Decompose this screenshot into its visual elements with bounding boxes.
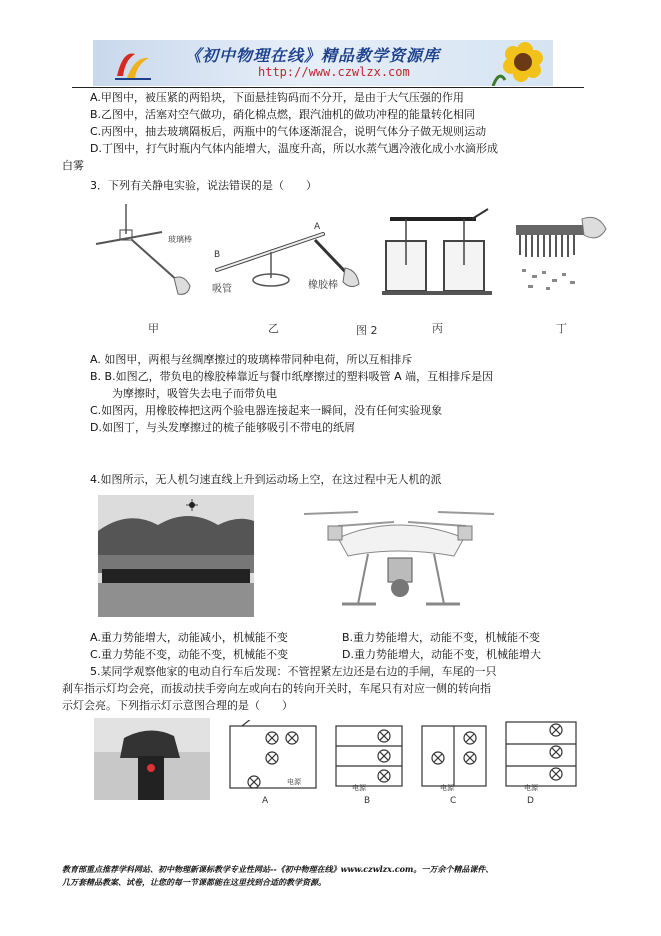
figure-jia [92, 200, 202, 310]
label-A: A [314, 222, 321, 232]
banner-url: http://www.czwlzx.com [258, 65, 410, 79]
figure-bing [380, 205, 495, 300]
site-logo-icon [113, 46, 153, 82]
figure-ding [510, 205, 610, 300]
q4-option-d: D.重力势能增大，动能不变，机械能增大 [342, 648, 541, 661]
circuit-d-power: 电源 [524, 784, 538, 792]
q4-option-c: C.重力势能不变，动能不变，机械能不变 [90, 648, 289, 661]
q5-line2: 刹车指示灯均会亮，而拔动扶手旁向左或向右的转向开关时，车尾只有对应一侧的转向指 [62, 682, 491, 695]
label-glass-rod: 玻璃棒 [168, 235, 192, 244]
circuit-d [500, 716, 582, 796]
q3-option-a: A. 如图甲，两根与丝绸摩擦过的玻璃棒带同种电荷，所以互相排斥 [90, 353, 413, 366]
circuit-a-label: A [262, 796, 269, 806]
banner-title: 《初中物理在线》精品教学资源库 [185, 46, 441, 65]
circuit-d-label: D [527, 796, 534, 806]
q2-option-b: B.乙图中，活塞对空气做功，硝化棉点燃，跟汽油机的做功冲程的能量转化相同 [90, 108, 476, 121]
caption-yi: 乙 [268, 322, 279, 335]
q3-option-c: C.如图丙，用橡胶棒把这两个验电器连接起来一瞬间，没有任何实验现象 [90, 404, 443, 417]
q2-option-a: A.甲图中，被压紧的两铅块，下面悬挂钩码而不分开，是由于大气压强的作用 [90, 91, 464, 104]
q4-option-b: B.重力势能增大，动能不变，机械能不变 [342, 631, 541, 644]
caption-ding: 丁 [556, 322, 567, 335]
label-B: B [214, 250, 221, 260]
circuit-c [416, 720, 492, 796]
footer-line2: 几万套精品教案、试卷，让您的每一节课都能在这里找到合适的教学资源。 [62, 877, 326, 887]
q4-stem: 4.如图所示，无人机匀速直线上升到运动场上空，在这过程中无人机的派 [90, 473, 442, 486]
label-rubber-rod: 橡胶棒 [308, 280, 338, 291]
circuit-a-power: 电源 [287, 778, 301, 786]
circuit-b-label: B [364, 796, 371, 806]
q3-option-b-line2: 为摩擦时，吸管失去电子而带负电 [112, 387, 277, 400]
caption-figure-2: 图 2 [356, 324, 378, 337]
sunflower-icon [485, 40, 547, 86]
q2-option-d-line2: 白雾 [62, 159, 84, 172]
stadium-photo [98, 495, 254, 617]
label-straw: 吸管 [212, 284, 232, 295]
header-banner [93, 40, 553, 86]
drone-photo [298, 492, 498, 620]
circuit-b-power: 电源 [352, 784, 366, 792]
q2-option-c: C.丙图中，抽去玻璃隔板后，两瓶中的气体逐渐混合，说明气体分子做无规则运动 [90, 125, 487, 138]
q3-stem: 3．下列有关静电实验，说法错误的是（ ） [90, 179, 317, 192]
circuit-b [330, 720, 408, 796]
footer-line1: 教育部重点推荐学科网站、初中物理新课标教学专业性网站--《初中物理在线》www.czwlzx.com。一万余个精品课件、 [62, 864, 494, 874]
caption-bing: 丙 [432, 322, 443, 335]
bike-photo [94, 718, 210, 800]
header-rule [72, 87, 584, 88]
q4-option-a: A.重力势能增大，动能减小，机械能不变 [90, 631, 288, 644]
q2-option-d-line1: D.丁图中，打气时瓶内气体内能增大，温度升高，所以水蒸气遇冷液化成小水滴形成 [90, 142, 498, 155]
q5-line3: 示灯会亮。下列指示灯示意图合理的是（ ） [62, 699, 293, 712]
circuit-c-label: C [450, 796, 457, 806]
circuit-a [222, 720, 322, 798]
caption-jia: 甲 [148, 322, 159, 335]
q5-line1: 5.某同学观察他家的电动自行车后发现：不管捏紧左边还是右边的手闸，车尾的一只 [90, 665, 497, 678]
q3-option-b-line1: B. B.如图乙，带负电的橡胶棒靠近与餐巾纸摩擦过的塑料吸管 A 端，互相排斥是因 [90, 370, 494, 383]
circuit-c-power: 电源 [440, 784, 454, 792]
q3-option-d: D.如图丁，与头发摩擦过的梳子能够吸引不带电的纸屑 [90, 421, 355, 434]
